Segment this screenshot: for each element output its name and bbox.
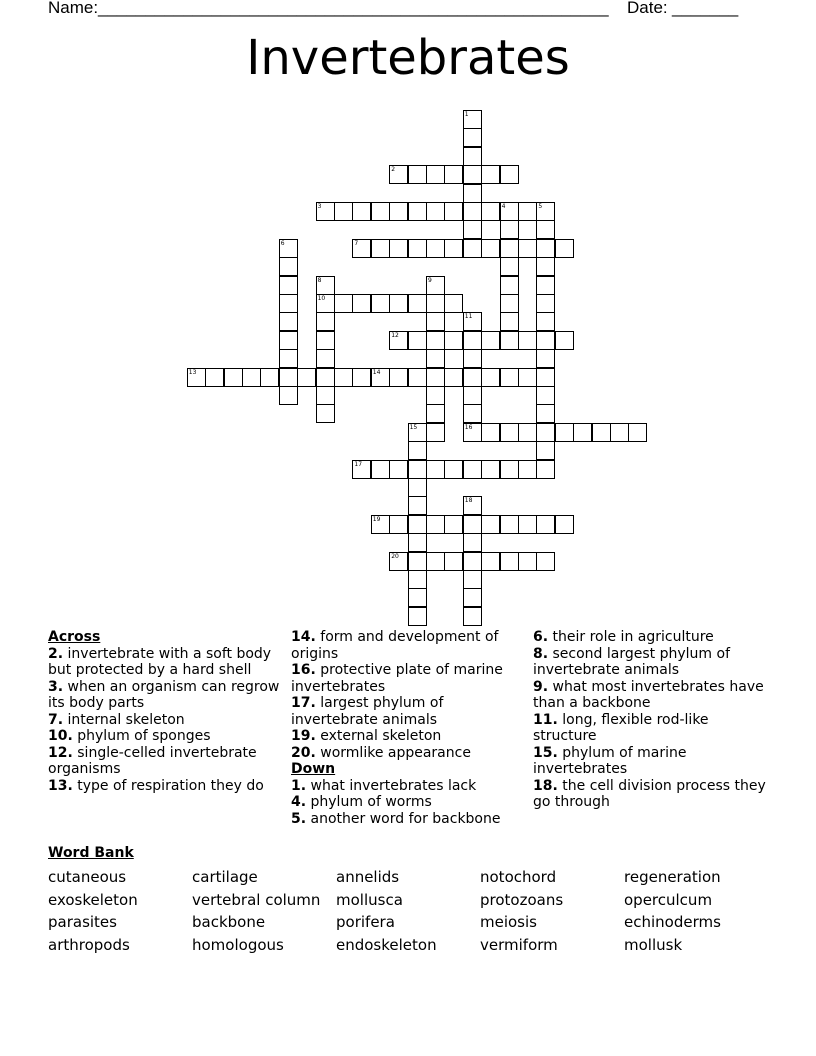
grid-cell[interactable] (500, 165, 519, 184)
grid-cell[interactable] (408, 294, 427, 313)
across-heading: Across (48, 629, 101, 645)
grid-cell[interactable] (316, 331, 335, 350)
clue-across-17 (291, 695, 521, 728)
grid-cell[interactable] (536, 257, 555, 276)
clue-text: internal skeleton (67, 711, 185, 728)
grid-cell[interactable] (463, 147, 482, 166)
clue-number: 13. (48, 777, 73, 794)
grid-cell[interactable] (463, 423, 482, 442)
word-bank-item: exoskeleton (48, 891, 138, 909)
grid-cell[interactable] (518, 423, 537, 442)
grid-cell[interactable] (481, 202, 500, 221)
clue-number: 19. (291, 728, 316, 744)
clue-number: 8. (533, 645, 549, 662)
grid-cell[interactable] (408, 533, 427, 552)
grid-cell[interactable] (426, 368, 445, 387)
word-bank-item: vertebral column (192, 891, 321, 909)
grid-cell[interactable] (500, 294, 519, 313)
cell-number: 7 (354, 239, 359, 247)
grid-cell[interactable] (408, 588, 427, 607)
word-bank-item: backbone (192, 913, 266, 931)
clue-across-10 (48, 728, 280, 745)
grid-cell[interactable] (426, 404, 445, 423)
grid-cell[interactable] (518, 239, 537, 258)
clue-number: 3. (48, 678, 64, 695)
grid-cell[interactable] (444, 165, 463, 184)
grid-cell[interactable] (536, 386, 555, 405)
grid-cell[interactable] (408, 441, 427, 460)
clue-across-19 (291, 728, 521, 745)
clue-text: phylum of sponges (77, 728, 211, 744)
grid-cell[interactable] (444, 239, 463, 258)
word-bank-item: porifera (336, 913, 395, 931)
grid-cell[interactable] (426, 460, 445, 479)
grid-cell[interactable] (426, 386, 445, 405)
grid-cell[interactable] (518, 515, 537, 534)
clue-number: 17. (291, 695, 316, 711)
grid-cell[interactable] (426, 312, 445, 331)
grid-cell[interactable] (260, 368, 279, 387)
cell-number: 14 (372, 368, 381, 376)
grid-cell[interactable] (463, 533, 482, 552)
grid-cell[interactable] (408, 239, 427, 258)
grid-cell[interactable] (444, 515, 463, 534)
word-bank-item: arthropods (48, 936, 130, 954)
clue-across-3 (48, 679, 280, 712)
grid-cell[interactable] (279, 368, 298, 387)
page-title: Invertebrates (246, 30, 570, 86)
grid-cell[interactable] (500, 368, 519, 387)
grid-cell[interactable] (408, 331, 427, 350)
grid-cell[interactable] (426, 165, 445, 184)
name-label: Name: (48, 0, 99, 17)
grid-cell[interactable] (371, 294, 390, 313)
grid-cell[interactable] (279, 312, 298, 331)
clue-down-9 (533, 679, 773, 712)
grid-cell[interactable] (316, 386, 335, 405)
clue-number: 11. (533, 711, 558, 728)
grid-cell[interactable] (518, 202, 537, 221)
cell-number: 19 (372, 515, 381, 523)
grid-cell[interactable] (500, 515, 519, 534)
word-bank-item: protozoans (480, 891, 564, 909)
clue-number: 1. (291, 777, 307, 794)
down-heading: Down (291, 761, 336, 777)
grid-cell[interactable] (536, 220, 555, 239)
cell-number: 9 (428, 276, 432, 284)
clue-down-1 (291, 778, 521, 795)
grid-cell[interactable] (536, 368, 555, 387)
grid-cell[interactable] (463, 607, 482, 626)
grid-cell[interactable] (500, 552, 519, 571)
cell-number: 5 (538, 203, 543, 210)
word-bank-item: endoskeleton (336, 936, 437, 954)
clue-number: 9. (533, 678, 549, 695)
grid-cell[interactable] (408, 478, 427, 497)
grid-cell[interactable] (389, 202, 408, 221)
grid-cell[interactable] (408, 570, 427, 589)
grid-cell[interactable] (316, 312, 335, 331)
grid-cell[interactable] (518, 368, 537, 387)
grid-cell[interactable] (555, 331, 574, 350)
grid-cell[interactable] (408, 423, 427, 442)
grid-cell[interactable] (463, 165, 482, 184)
grid-cell[interactable] (426, 552, 445, 571)
clue-number: 12. (48, 744, 73, 761)
date-label: Date: (627, 0, 668, 17)
grid-cell[interactable] (536, 349, 555, 368)
grid-cell[interactable] (389, 460, 408, 479)
grid-cell[interactable] (187, 368, 206, 387)
clue-text: largest phylum of invertebrate animals (291, 695, 444, 728)
grid-cell[interactable] (555, 423, 574, 442)
clue-text: their role in agriculture (552, 629, 714, 645)
grid-cell[interactable] (463, 312, 482, 331)
grid-cell[interactable] (481, 552, 500, 571)
clue-text: type of respiration they do (77, 777, 264, 794)
grid-cell[interactable] (371, 239, 390, 258)
word-bank-item: mollusca (336, 891, 403, 909)
grid-cell[interactable] (536, 515, 555, 534)
grid-cell[interactable] (463, 368, 482, 387)
grid-cell[interactable] (536, 202, 555, 221)
grid-cell[interactable] (279, 386, 298, 405)
cell-number: 15 (409, 423, 418, 431)
grid-cell[interactable] (334, 294, 353, 313)
grid-cell[interactable] (463, 331, 482, 350)
grid-cell[interactable] (371, 460, 390, 479)
grid-cell[interactable] (481, 165, 500, 184)
clue-number: 2. (48, 645, 64, 662)
cell-number: 3 (317, 203, 322, 210)
clue-text: phylum of worms (310, 794, 432, 810)
grid-cell[interactable] (518, 552, 537, 571)
grid-cell[interactable] (408, 496, 427, 515)
cell-number: 2 (391, 166, 396, 174)
grid-cell[interactable] (444, 294, 463, 313)
grid-cell[interactable] (389, 239, 408, 258)
grid-cell[interactable] (481, 423, 500, 442)
clue-number: 15. (533, 744, 558, 761)
word-bank-item: cartilage (192, 868, 258, 886)
clue-across-16 (291, 662, 521, 695)
grid-cell[interactable] (500, 312, 519, 331)
grid-cell[interactable] (536, 460, 555, 479)
grid-cell[interactable] (426, 294, 445, 313)
word-bank-item: mollusk (624, 936, 683, 954)
grid-cell[interactable] (518, 331, 537, 350)
grid-cell[interactable] (463, 128, 482, 147)
grid-cell[interactable] (389, 331, 408, 350)
grid-cell[interactable] (536, 276, 555, 295)
clue-text: the cell division process they go through (533, 777, 766, 810)
grid-cell[interactable] (518, 460, 537, 479)
grid-cell[interactable] (408, 202, 427, 221)
grid-cell[interactable] (444, 331, 463, 350)
grid-cell[interactable] (389, 552, 408, 571)
grid-cell[interactable] (463, 349, 482, 368)
grid-cell[interactable] (297, 368, 316, 387)
clues-column-3 (533, 629, 773, 811)
grid-cell[interactable] (426, 276, 445, 295)
cell-number: 4 (501, 203, 506, 210)
clue-text: what invertebrates lack (310, 777, 477, 794)
grid-cell[interactable] (463, 110, 482, 129)
cell-number: 10 (317, 295, 326, 302)
grid-cell[interactable] (334, 202, 353, 221)
grid-cell[interactable] (500, 331, 519, 350)
clue-across-12 (48, 745, 280, 778)
grid-cell[interactable] (463, 588, 482, 607)
grid-cell[interactable] (500, 423, 519, 442)
word-bank-item: annelids (336, 868, 400, 886)
grid-cell[interactable] (371, 368, 390, 387)
grid-cell[interactable] (481, 331, 500, 350)
grid-cell[interactable] (408, 165, 427, 184)
grid-cell[interactable] (481, 239, 500, 258)
grid-cell[interactable] (481, 460, 500, 479)
grid-cell[interactable] (316, 276, 335, 295)
grid-cell[interactable] (352, 202, 371, 221)
grid-cell[interactable] (463, 184, 482, 203)
grid-cell[interactable] (426, 331, 445, 350)
cell-number: 11 (464, 313, 473, 321)
grid-cell[interactable] (463, 515, 482, 534)
clue-down-15 (533, 745, 773, 778)
grid-cell[interactable] (279, 239, 298, 258)
grid-cell[interactable] (389, 515, 408, 534)
clue-down-5 (291, 811, 521, 828)
grid-cell[interactable] (500, 276, 519, 295)
grid-cell[interactable] (463, 220, 482, 239)
clue-number: 14. (291, 629, 316, 645)
grid-cell[interactable] (573, 423, 592, 442)
grid-cell[interactable] (444, 368, 463, 387)
clue-down-18 (533, 778, 773, 811)
grid-cell[interactable] (463, 239, 482, 258)
clue-text: form and development of origins (291, 629, 499, 662)
clue-across-7 (48, 712, 280, 729)
cell-number: 17 (354, 460, 363, 468)
cell-number: 6 (280, 239, 285, 247)
grid-cell[interactable] (316, 404, 335, 423)
grid-cell[interactable] (426, 423, 445, 442)
clue-text: external skeleton (320, 728, 442, 744)
grid-cell[interactable] (408, 515, 427, 534)
grid-cell[interactable] (481, 515, 500, 534)
grid-cell[interactable] (389, 165, 408, 184)
grid-cell[interactable] (536, 331, 555, 350)
grid-cell[interactable] (316, 294, 335, 313)
grid-cell[interactable] (500, 202, 519, 221)
clue-down-4 (291, 794, 521, 811)
grid-cell[interactable] (463, 386, 482, 405)
grid-cell[interactable] (536, 423, 555, 442)
grid-cell[interactable] (408, 460, 427, 479)
clue-number: 7. (48, 711, 64, 728)
clue-text: another word for backbone (310, 810, 501, 827)
grid-cell[interactable] (555, 515, 574, 534)
name-line[interactable]: ______________________________________________________ (98, 0, 609, 17)
grid-cell[interactable] (426, 349, 445, 368)
word-bank-item: notochord (480, 868, 557, 886)
grid-cell[interactable] (352, 368, 371, 387)
clue-number: 18. (533, 777, 558, 794)
grid-cell[interactable] (536, 239, 555, 258)
grid-cell[interactable] (500, 460, 519, 479)
grid-cell[interactable] (224, 368, 243, 387)
grid-cell[interactable] (279, 276, 298, 295)
grid-cell[interactable] (205, 368, 224, 387)
clue-text: single-celled invertebrate organisms (48, 744, 257, 777)
grid-cell[interactable] (352, 239, 371, 258)
clue-text: wormlike appearance (320, 744, 471, 761)
clue-number: 6. (533, 629, 549, 645)
grid-cell[interactable] (352, 460, 371, 479)
grid-cell[interactable] (316, 202, 335, 221)
cell-number: 12 (391, 331, 399, 339)
grid-cell[interactable] (334, 368, 353, 387)
grid-cell[interactable] (628, 423, 647, 442)
cell-number: 13 (188, 368, 197, 376)
grid-cell[interactable] (279, 257, 298, 276)
grid-cell[interactable] (426, 239, 445, 258)
grid-cell[interactable] (316, 368, 335, 387)
grid-cell[interactable] (536, 312, 555, 331)
grid-cell[interactable] (536, 294, 555, 313)
word-bank-item: parasites (48, 913, 117, 931)
grid-cell[interactable] (408, 552, 427, 571)
clue-across-13 (48, 778, 280, 795)
cell-number: 18 (464, 497, 473, 505)
grid-cell[interactable] (371, 202, 390, 221)
clue-down-6 (533, 629, 773, 646)
grid-cell[interactable] (536, 441, 555, 460)
clue-text: protective plate of marine invertebrates (291, 662, 503, 695)
clue-text: when an organism can regrow its body parts (48, 678, 280, 711)
grid-cell[interactable] (592, 423, 611, 442)
clue-text: phylum of marine invertebrates (533, 744, 687, 777)
word-bank-item: regeneration (624, 868, 721, 886)
clue-number: 4. (291, 794, 307, 810)
clues-column-2 (291, 629, 521, 827)
grid-cell[interactable] (408, 368, 427, 387)
word-bank-item: vermiform (480, 936, 558, 954)
grid-cell[interactable] (536, 404, 555, 423)
grid-cell[interactable] (242, 368, 261, 387)
word-bank-item: meiosis (480, 913, 537, 931)
grid-cell[interactable] (408, 607, 427, 626)
grid-cell[interactable] (536, 552, 555, 571)
clue-down-11 (533, 712, 773, 745)
clue-across-14 (291, 629, 521, 662)
grid-cell[interactable] (316, 349, 335, 368)
grid-cell[interactable] (389, 294, 408, 313)
date-line[interactable]: _______ (672, 0, 739, 17)
grid-cell[interactable] (463, 404, 482, 423)
grid-cell[interactable] (371, 515, 390, 534)
word-bank-item: echinoderms (624, 913, 721, 931)
clue-text: what most invertebrates have than a backbone (533, 678, 764, 711)
grid-cell[interactable] (279, 331, 298, 350)
grid-cell[interactable] (500, 239, 519, 258)
cell-number: 20 (391, 552, 399, 560)
clues-column-1 (48, 629, 280, 794)
grid-cell[interactable] (352, 294, 371, 313)
grid-cell[interactable] (463, 496, 482, 515)
grid-cell[interactable] (426, 515, 445, 534)
word-bank-item: homologous (192, 936, 284, 954)
grid-cell[interactable] (555, 239, 574, 258)
clue-text: second largest phylum of invertebrate animals (533, 645, 730, 678)
clue-number: 20. (291, 744, 316, 761)
grid-cell[interactable] (444, 202, 463, 221)
grid-cell[interactable] (463, 202, 482, 221)
grid-cell[interactable] (463, 552, 482, 571)
clue-text: long, flexible rod-like structure (533, 711, 709, 744)
grid-cell[interactable] (610, 423, 629, 442)
word-bank-item: operculcum (624, 891, 713, 909)
clue-number: 16. (291, 662, 316, 678)
cell-number: 16 (464, 423, 473, 431)
grid-cell[interactable] (444, 460, 463, 479)
clue-number: 10. (48, 728, 73, 744)
grid-cell[interactable] (463, 570, 482, 589)
cell-number: 8 (317, 276, 322, 284)
clue-across-20 (291, 745, 521, 762)
grid-cell[interactable] (279, 294, 298, 313)
grid-cell[interactable] (500, 220, 519, 239)
grid-cell[interactable] (444, 552, 463, 571)
grid-cell[interactable] (481, 368, 500, 387)
word-bank-item: cutaneous (48, 868, 127, 886)
grid-cell[interactable] (389, 368, 408, 387)
clue-down-8 (533, 646, 773, 679)
grid-cell[interactable] (426, 202, 445, 221)
grid-cell[interactable] (463, 460, 482, 479)
word-bank-heading: Word Bank (48, 845, 134, 861)
clue-across-2 (48, 646, 280, 679)
clue-number: 5. (291, 810, 307, 827)
header (0, 0, 816, 24)
clue-text: invertebrate with a soft body but protected by a hard shell (48, 645, 272, 678)
grid-cell[interactable] (279, 349, 298, 368)
grid-cell[interactable] (500, 257, 519, 276)
cell-number: 1 (464, 111, 469, 118)
